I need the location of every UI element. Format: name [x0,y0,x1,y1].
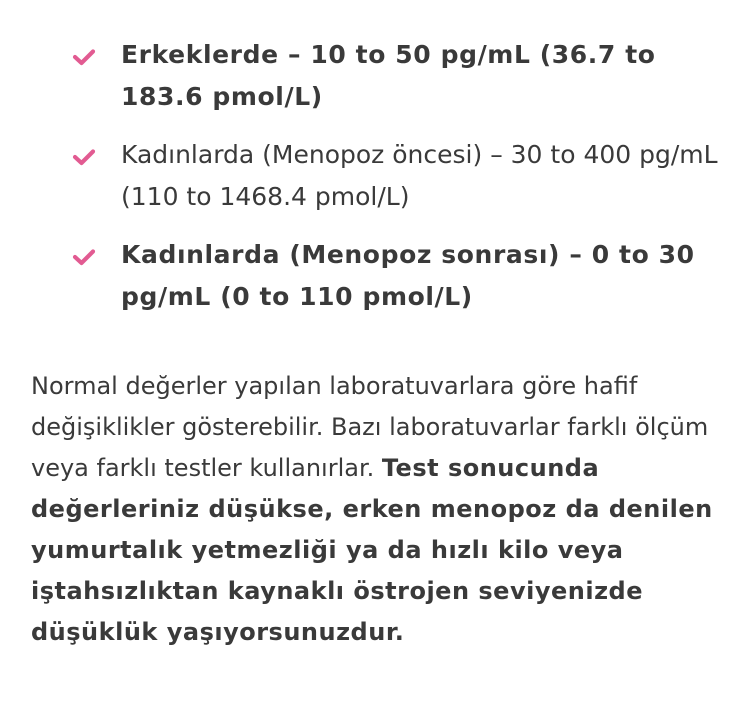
list-item-text: Kadınlarda (Menopoz sonrası) – 0 to 30 pg/mL (0 to 110 pmol/L) [121,240,695,311]
paragraph-normal-text: Normal değerler yapılan laboratuvarlara göre hafif değişiklikler gösterebilir. Bazı laboratuvarlar farklı ölçüm veya farklı testler kullanırlar. [31,372,709,482]
reference-range-list [0,34,750,334]
check-icon [72,48,96,66]
list-item [0,134,750,218]
list-item-text: Erkeklerde – 10 to 50 pg/mL (36.7 to 183.6 pmol/L) [121,40,656,111]
check-icon [72,248,96,266]
paragraph-bold-text: Test sonucunda değerleriniz düşükse, erken menopoz da denilen yumurtalık yetmezliği ya da hızlı kilo veya iştahsızlıktan kaynaklı östrojen seviyenizde düşüklük yaşıyorsunuzdur. [31,454,713,646]
body-paragraph [31,366,721,653]
list-item-text: Kadınlarda (Menopoz öncesi) – 30 to 400 pg/mL (110 to 1468.4 pmol/L) [121,140,718,211]
list-item [0,234,750,318]
list-item [0,34,750,118]
check-icon [72,148,96,166]
